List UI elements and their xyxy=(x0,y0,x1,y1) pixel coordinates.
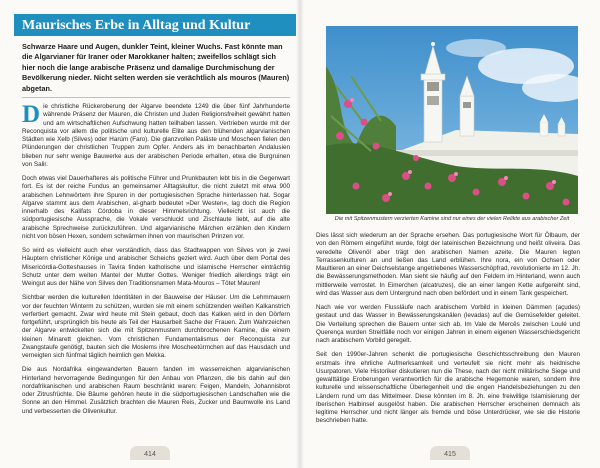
left-body-text xyxy=(22,103,290,422)
body-paragraph: Sichtbar werden die kulturellen Identitäten in der Bauweise der Häuser. Um die Lehmmauern vor der feuchten Winterm zu schützen, wurden sie mit einem schützenden weißen Kalkanstrich verfertiert gemacht. Zwar wird heute mit Stein gebaut, doch das Kalken wird in den Dörfern fortgeführt, ursprünglich bis heute als Teil der Hausarbeit Sache der Frauen. Zum Wahrzeichen der Algarve entwickelten sich die mit Spitzenmustern durchbrochenen Kamine, die einem kleinen Minarett gleichen. Vom christlichen Fundamentalismus der Reconquista zur Zwangstaufe genötigt, bauten sich die Moslems ihre Moscheetürmchen auf das Hausdach und verneigten sich fünfmal täglich heimlich gen Mekka. xyxy=(22,294,290,359)
body-paragraph: Nach wie vor werden Flussläufe nach arabischem Vorbild in kleinen Dämmen (açudes) gestaut und das Wasser in Bewässerungskanälen (levadas) auf die Gemüsefelder geleitet. Die Verteilung sprechen die Bauern unter sich ab. Im Vale de Mercês zwischen Loulé und Querença wurden Streitfälle noch vor einigen Jahren in einem eigenen Wasserschiedsgericht nach arabischem Vorbild geregelt. xyxy=(316,304,580,344)
chimney-photo xyxy=(326,26,578,214)
lead-paragraph: Schwarze Haare und Augen, dunkler Teint, kleiner Wuchs. Fast könnte man die Algarvianer für Iraner oder Marokkaner halten; zweifellos schlägt sich hier noch die lange arabische Präsenz und damalige Durchmischung der Bevölkerung nieder. Nicht selten werden sie verächtlich als mouros (Mauren) abgetan. xyxy=(22,42,290,93)
page-number-left: 414 xyxy=(144,451,156,458)
section-title-bar xyxy=(14,14,296,36)
right-body-text xyxy=(316,232,580,432)
body-paragraph: Dies lässt sich wiederum an der Sprache ersehen. Das portugiesische Wort für Ölbaum, der von den Römern eingeführt wurde, folgt der lateinischen Bezeichnung und heißt oliveira. Das veredelte Olivenöl aber trägt den arabischen Namen azeite. Die Mauren legten Terrassenkulturen an und ließen das Land erblühen. Ihre nora, ein von Ochsen oder Maultieren an einer Deichselstange angetriebenes Wasserschöpfrad, revolutionierte im 12. Jh. die Bewässerungsmethoden. Man sieht sie häufig auf den Feldern im Hinterland, wenn auch mittlerweile verrostet. In Eimerchen (alcatruzes), die an einer langen Kette aufgereiht sind, wird das Wasser aus dem Untergrund nach oben befördert und in einem Tank gespeichert. xyxy=(316,232,580,297)
body-paragraph: Doch etwas viel Dauerhafteres als politische Führer und Prunkbauten lebt bis in die Gegenwart fort. Es ist der reiche Fundus an gemeinsamer Alltagskultur, die nicht zuletzt mit etwa 900 arabischen Lehnwörtern ihre Spuren in der portugiesischen Sprache hinterlassen hat. Sogar Algarve stammt aus dem Arabischen, al-gharb bedeutet »Der Westen«, lag doch die Region innerhalb des Kalifats Córdoba in dieser Himmelsrichtung. Vielleicht ist auch die südportugiesische Aussprache, die Vokale verschluckt und Zischlaute liebt, auf die alte arabische Sprechweise zurückzuführen. Und algarvianische Märchen erzählen den Kindern nicht von bösen Hexen, sondern schwärmen ihnen von maurischen Prinzen vor. xyxy=(22,175,290,240)
drop-cap: D xyxy=(22,101,41,128)
body-paragraph xyxy=(22,103,290,169)
section-title: Maurisches Erbe in Alltag und Kultur xyxy=(22,18,251,33)
page-number-right: 415 xyxy=(444,451,456,458)
photo-caption: Die mit Spitzenmustern verzierten Kamine sind nur eines der vielen Relikte aus arabischer Zeit xyxy=(334,216,570,222)
body-paragraph: So wird es vielleicht auch eher verständlich, dass das Stadtwappen von Silves von je zwei Häuptern christlicher Könige und arabischer Scheichs geziert wird. Auch über dem Portal des Misericórdia-Gotteshauses in Tavira finden katholische und islamische Herrscher einträchtig Schutz unter dem weiten Mantel der Mutter Gottes. Weniger friedlich allerdings trägt ein Weingut aus der Nähe von Silves den Traditionsnamen Mata-Mouros – Tötet Mauren! xyxy=(22,247,290,287)
body-paragraph-text: ie christliche Rückeroberung der Algarve beendete 1249 die über fünf Jahrhunderte währende Präsenz der Mauren, die Christen und Juden Religionsfreiheit gewährt hatten und am wirtschaftlichen Aufschwung hatten teilhaben lassen. Vertrieben wurde mit der Reconquista vor allem die politische und kulturelle Elite aus den blühenden algarvianischen Städten wie Xelb (Silves) oder Harúm (Faro). Die glanzvollen Paläste und Moscheen fielen den Plünderungen der christlichen Truppen zum Opfer. Anders als im benachbarten Andalusien blieben nur sehr wenige Bauwerke aus der arabischen Periode erhalten, etwa die Burgruinen von Salir. xyxy=(22,103,290,168)
body-paragraph: Die aus Nordafrika eingewanderten Bauern fanden im wasserreichen algarvianischen Hinterland hervorragende Bedingungen für den Anbau von Pflanzen, die bis dahin auf den nordafrikanischen und arabischen Raum beschränkt waren: Feigen, Mandeln, Johannisbrot oder Zitrusfrüchte. Die Bäume gehören heute in die südportugiesischen Landschaften wie die Sonne an den Himmel. Zusätzlich brachten die Mauren Reis, Zucker und Baumwolle ins Land und verbesserten die Olivenkultur. xyxy=(22,366,290,415)
body-paragraph: Seit den 1990er-Jahren schenkt die portugiesische Geschichtsschreibung den Mauren erstmals ihre ehrliche Aufmerksamkeit und verteufelt sie nicht mehr als heidnische Usurpatoren. Viele Historiker diskutieren nun die These, nach der nicht militärische Siege und gewalttätige Eroberungen verantwortlich für die arabische Hegemonie waren, sondern ihre kulturelle und wissenschaftliche Überlegenheit und die engen Handelsbeziehungen zu den Ländern rund um das Mittelmeer. Diese könnten im 8. Jh. eine freiwillige Islamisierung der Iberischen Halbinsel ausgelöst haben. Die arabischen Herrscher erscheinen demnach als legitime Herrscher und nicht länger als fremde und böse Unterdrücker, wie sie die Historie beschrieben hatte. xyxy=(316,351,580,425)
lead-divider xyxy=(22,97,290,98)
